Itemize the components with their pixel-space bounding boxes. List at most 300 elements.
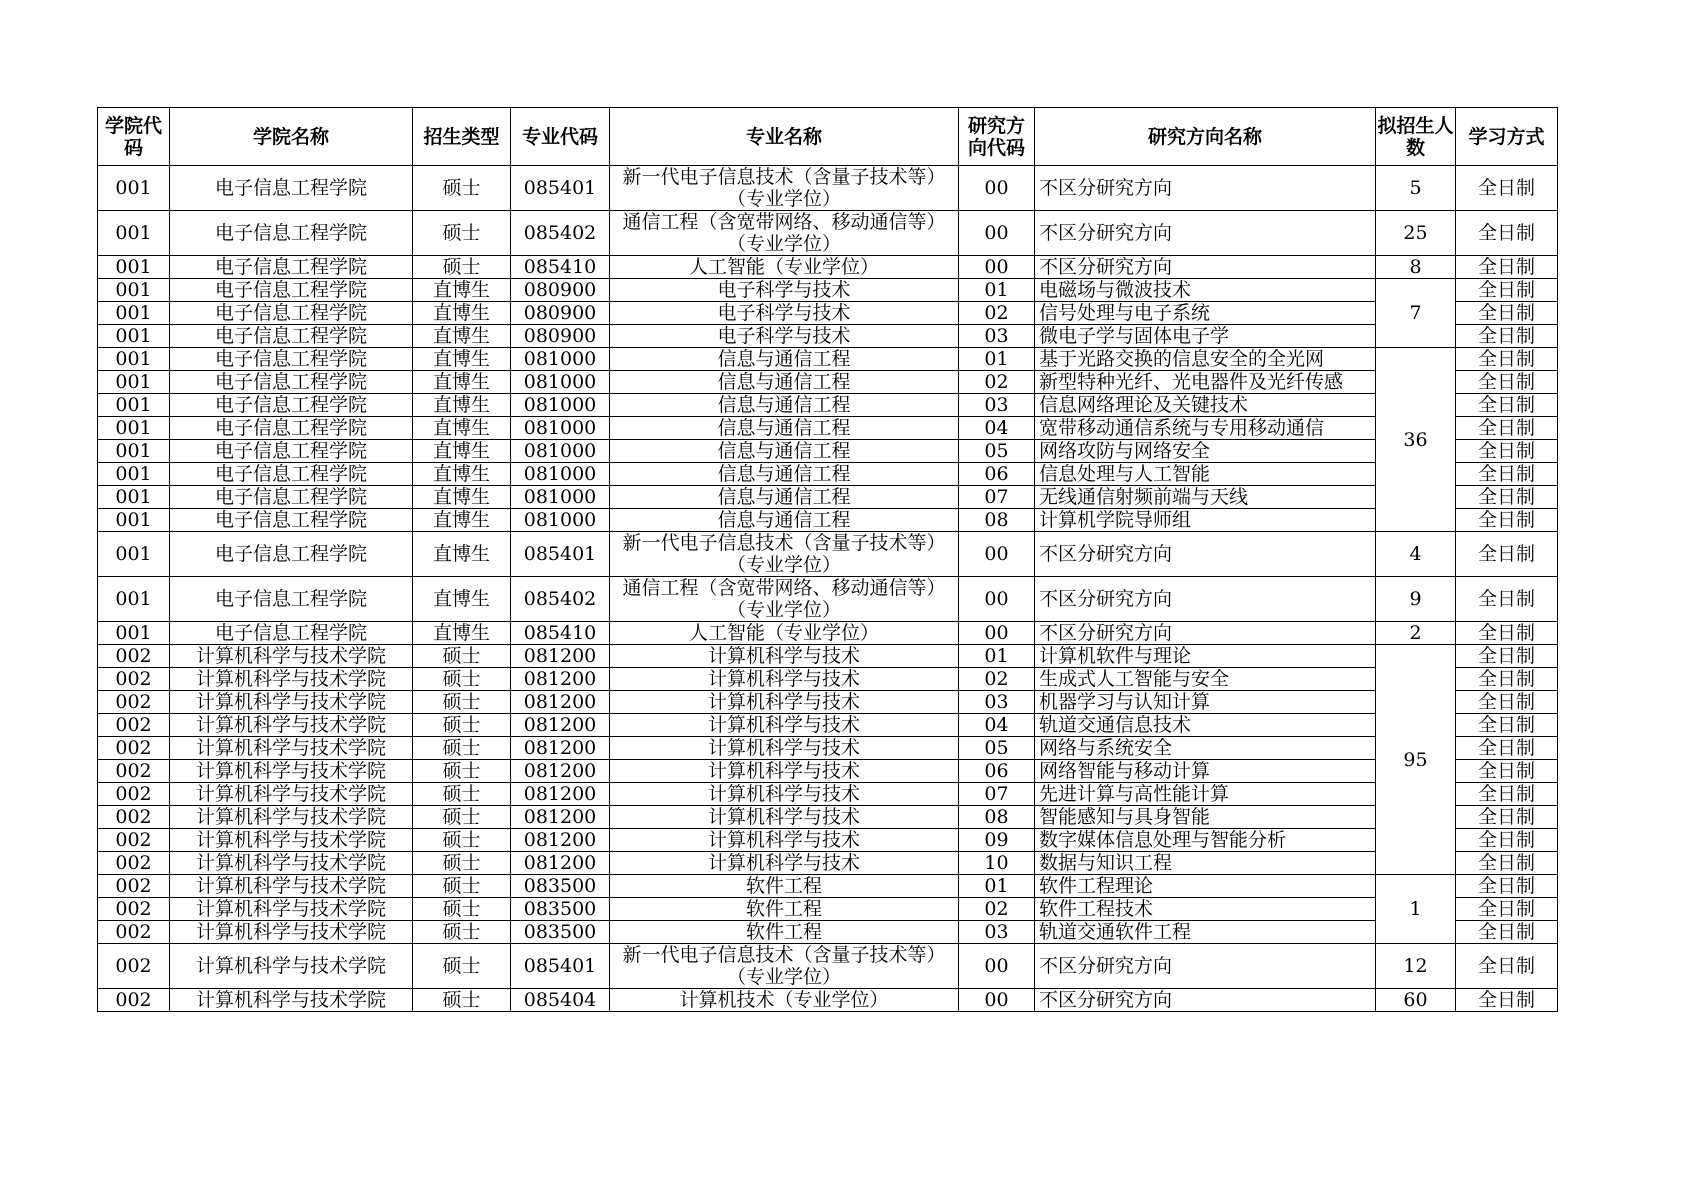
cell-study-mode: 全日制 (1456, 417, 1558, 440)
admissions-table (97, 107, 1558, 1012)
cell-planned-count: 5 (1376, 166, 1456, 211)
cell-major-code: 081000 (511, 394, 610, 417)
cell-direction-name: 网络攻防与网络安全 (1035, 440, 1376, 463)
cell-direction-code: 05 (959, 440, 1035, 463)
cell-direction-name: 轨道交通软件工程 (1035, 921, 1376, 944)
table-row (98, 691, 1558, 714)
cell-major-code: 081200 (511, 783, 610, 806)
cell-major-name: 新一代电子信息技术（含量子技术等）（专业学位） (610, 166, 959, 211)
cell-direction-name: 计算机学院导师组 (1035, 509, 1376, 532)
cell-college-code: 002 (98, 921, 170, 944)
cell-major-name: 软件工程 (610, 921, 959, 944)
cell-major-name: 计算机科学与技术 (610, 760, 959, 783)
cell-direction-name: 不区分研究方向 (1035, 989, 1376, 1012)
cell-college-code: 002 (98, 645, 170, 668)
cell-study-mode: 全日制 (1456, 279, 1558, 302)
cell-direction-code: 02 (959, 898, 1035, 921)
cell-college-name: 计算机科学与技术学院 (170, 783, 413, 806)
cell-major-name: 信息与通信工程 (610, 509, 959, 532)
header-study-mode: 学习方式 (1456, 108, 1558, 166)
cell-college-name: 计算机科学与技术学院 (170, 829, 413, 852)
cell-planned-count: 36 (1376, 348, 1456, 532)
header-major-name: 专业名称 (610, 108, 959, 166)
cell-major-code: 081200 (511, 737, 610, 760)
cell-planned-count: 25 (1376, 211, 1456, 256)
cell-enroll-type: 直博生 (413, 302, 511, 325)
cell-direction-code: 00 (959, 166, 1035, 211)
cell-major-name: 计算机科学与技术 (610, 668, 959, 691)
table-row (98, 394, 1558, 417)
cell-study-mode: 全日制 (1456, 463, 1558, 486)
cell-major-code: 081200 (511, 691, 610, 714)
cell-study-mode: 全日制 (1456, 760, 1558, 783)
cell-direction-name: 软件工程技术 (1035, 898, 1376, 921)
cell-direction-name: 网络与系统安全 (1035, 737, 1376, 760)
cell-enroll-type: 硕士 (413, 760, 511, 783)
cell-enroll-type: 直博生 (413, 509, 511, 532)
cell-direction-name: 电磁场与微波技术 (1035, 279, 1376, 302)
cell-major-code: 083500 (511, 898, 610, 921)
cell-direction-code: 09 (959, 829, 1035, 852)
cell-major-name: 计算机科学与技术 (610, 806, 959, 829)
table-row (98, 668, 1558, 691)
header-direction-code: 研究方向代码 (959, 108, 1035, 166)
cell-major-code: 085404 (511, 989, 610, 1012)
cell-direction-code: 03 (959, 325, 1035, 348)
table-row (98, 532, 1558, 577)
table-row (98, 829, 1558, 852)
cell-direction-code: 04 (959, 714, 1035, 737)
table-row (98, 166, 1558, 211)
cell-college-name: 计算机科学与技术学院 (170, 806, 413, 829)
cell-enroll-type: 直博生 (413, 348, 511, 371)
cell-college-code: 002 (98, 760, 170, 783)
cell-college-name: 电子信息工程学院 (170, 279, 413, 302)
cell-college-name: 计算机科学与技术学院 (170, 921, 413, 944)
cell-enroll-type: 硕士 (413, 875, 511, 898)
cell-study-mode: 全日制 (1456, 302, 1558, 325)
cell-study-mode: 全日制 (1456, 852, 1558, 875)
cell-major-name: 信息与通信工程 (610, 486, 959, 509)
header-direction-name: 研究方向名称 (1035, 108, 1376, 166)
cell-study-mode: 全日制 (1456, 714, 1558, 737)
cell-college-code: 001 (98, 394, 170, 417)
cell-enroll-type: 硕士 (413, 829, 511, 852)
cell-college-name: 计算机科学与技术学院 (170, 668, 413, 691)
cell-direction-code: 03 (959, 691, 1035, 714)
cell-college-name: 计算机科学与技术学院 (170, 714, 413, 737)
cell-college-name: 电子信息工程学院 (170, 166, 413, 211)
cell-study-mode: 全日制 (1456, 989, 1558, 1012)
cell-study-mode: 全日制 (1456, 645, 1558, 668)
cell-college-code: 001 (98, 211, 170, 256)
cell-major-code: 081200 (511, 806, 610, 829)
cell-major-code: 081200 (511, 668, 610, 691)
cell-college-code: 001 (98, 577, 170, 622)
table-row (98, 486, 1558, 509)
cell-college-code: 002 (98, 829, 170, 852)
cell-major-code: 081000 (511, 348, 610, 371)
cell-college-name: 电子信息工程学院 (170, 622, 413, 645)
cell-major-name: 通信工程（含宽带网络、移动通信等）（专业学位） (610, 577, 959, 622)
cell-enroll-type: 直博生 (413, 325, 511, 348)
cell-direction-code: 00 (959, 211, 1035, 256)
cell-major-code: 085401 (511, 532, 610, 577)
cell-major-code: 085402 (511, 211, 610, 256)
cell-direction-code: 00 (959, 944, 1035, 989)
cell-major-name: 计算机科学与技术 (610, 737, 959, 760)
cell-planned-count: 2 (1376, 622, 1456, 645)
cell-planned-count: 60 (1376, 989, 1456, 1012)
cell-major-code: 081000 (511, 463, 610, 486)
cell-major-name: 计算机科学与技术 (610, 645, 959, 668)
cell-major-name: 信息与通信工程 (610, 371, 959, 394)
cell-college-code: 001 (98, 325, 170, 348)
table-row (98, 325, 1558, 348)
cell-enroll-type: 直博生 (413, 532, 511, 577)
cell-college-name: 计算机科学与技术学院 (170, 691, 413, 714)
cell-major-name: 计算机科学与技术 (610, 852, 959, 875)
cell-enroll-type: 硕士 (413, 166, 511, 211)
cell-direction-code: 03 (959, 921, 1035, 944)
table-row (98, 921, 1558, 944)
cell-enroll-type: 直博生 (413, 440, 511, 463)
cell-college-code: 001 (98, 256, 170, 279)
cell-study-mode: 全日制 (1456, 166, 1558, 211)
cell-college-name: 电子信息工程学院 (170, 394, 413, 417)
cell-college-code: 001 (98, 622, 170, 645)
cell-major-name: 人工智能（专业学位） (610, 622, 959, 645)
cell-study-mode: 全日制 (1456, 256, 1558, 279)
cell-major-code: 081000 (511, 371, 610, 394)
table-row (98, 875, 1558, 898)
cell-direction-name: 宽带移动通信系统与专用移动通信 (1035, 417, 1376, 440)
cell-enroll-type: 硕士 (413, 806, 511, 829)
cell-direction-code: 00 (959, 532, 1035, 577)
cell-college-code: 002 (98, 691, 170, 714)
cell-study-mode: 全日制 (1456, 509, 1558, 532)
cell-planned-count: 7 (1376, 279, 1456, 348)
header-enroll-type: 招生类型 (413, 108, 511, 166)
cell-major-name: 信息与通信工程 (610, 417, 959, 440)
cell-major-name: 计算机科学与技术 (610, 783, 959, 806)
cell-enroll-type: 硕士 (413, 714, 511, 737)
table-row (98, 989, 1558, 1012)
cell-college-name: 计算机科学与技术学院 (170, 737, 413, 760)
cell-study-mode: 全日制 (1456, 486, 1558, 509)
cell-direction-name: 数字媒体信息处理与智能分析 (1035, 829, 1376, 852)
cell-direction-name: 网络智能与移动计算 (1035, 760, 1376, 783)
cell-planned-count: 12 (1376, 944, 1456, 989)
cell-study-mode: 全日制 (1456, 944, 1558, 989)
cell-direction-name: 计算机软件与理论 (1035, 645, 1376, 668)
cell-direction-code: 03 (959, 394, 1035, 417)
table-row (98, 898, 1558, 921)
cell-enroll-type: 硕士 (413, 211, 511, 256)
cell-major-code: 081200 (511, 852, 610, 875)
cell-study-mode: 全日制 (1456, 783, 1558, 806)
cell-college-code: 002 (98, 875, 170, 898)
cell-college-name: 电子信息工程学院 (170, 486, 413, 509)
table-body (98, 166, 1558, 1012)
cell-planned-count: 1 (1376, 875, 1456, 944)
cell-direction-code: 02 (959, 371, 1035, 394)
cell-college-code: 001 (98, 440, 170, 463)
cell-major-code: 081200 (511, 645, 610, 668)
cell-direction-name: 微电子学与固体电子学 (1035, 325, 1376, 348)
table-row (98, 371, 1558, 394)
cell-college-name: 计算机科学与技术学院 (170, 875, 413, 898)
cell-direction-code: 00 (959, 256, 1035, 279)
cell-direction-name: 不区分研究方向 (1035, 532, 1376, 577)
cell-direction-name: 无线通信射频前端与天线 (1035, 486, 1376, 509)
table-row (98, 806, 1558, 829)
cell-study-mode: 全日制 (1456, 622, 1558, 645)
cell-college-name: 电子信息工程学院 (170, 532, 413, 577)
cell-major-name: 新一代电子信息技术（含量子技术等）（专业学位） (610, 532, 959, 577)
cell-study-mode: 全日制 (1456, 532, 1558, 577)
cell-major-code: 080900 (511, 302, 610, 325)
cell-enroll-type: 硕士 (413, 645, 511, 668)
cell-study-mode: 全日制 (1456, 371, 1558, 394)
cell-college-name: 电子信息工程学院 (170, 325, 413, 348)
cell-study-mode: 全日制 (1456, 875, 1558, 898)
cell-major-code: 085410 (511, 256, 610, 279)
cell-college-code: 002 (98, 737, 170, 760)
cell-college-name: 电子信息工程学院 (170, 440, 413, 463)
cell-major-code: 081000 (511, 509, 610, 532)
table-row (98, 211, 1558, 256)
cell-college-code: 002 (98, 852, 170, 875)
cell-study-mode: 全日制 (1456, 440, 1558, 463)
cell-enroll-type: 硕士 (413, 783, 511, 806)
cell-direction-name: 先进计算与高性能计算 (1035, 783, 1376, 806)
cell-direction-code: 04 (959, 417, 1035, 440)
cell-college-name: 电子信息工程学院 (170, 371, 413, 394)
cell-enroll-type: 硕士 (413, 691, 511, 714)
table-row (98, 760, 1558, 783)
cell-major-code: 081200 (511, 760, 610, 783)
cell-college-code: 001 (98, 486, 170, 509)
cell-college-code: 001 (98, 348, 170, 371)
cell-enroll-type: 直博生 (413, 577, 511, 622)
cell-major-name: 计算机技术（专业学位） (610, 989, 959, 1012)
table-row (98, 783, 1558, 806)
cell-major-name: 电子科学与技术 (610, 302, 959, 325)
cell-enroll-type: 硕士 (413, 852, 511, 875)
cell-direction-name: 轨道交通信息技术 (1035, 714, 1376, 737)
cell-study-mode: 全日制 (1456, 921, 1558, 944)
cell-study-mode: 全日制 (1456, 898, 1558, 921)
table-row (98, 440, 1558, 463)
cell-study-mode: 全日制 (1456, 691, 1558, 714)
cell-direction-code: 01 (959, 348, 1035, 371)
cell-major-code: 083500 (511, 921, 610, 944)
cell-major-name: 计算机科学与技术 (610, 691, 959, 714)
cell-planned-count: 8 (1376, 256, 1456, 279)
table-row (98, 417, 1558, 440)
table-row (98, 577, 1558, 622)
cell-major-name: 人工智能（专业学位） (610, 256, 959, 279)
cell-major-code: 080900 (511, 325, 610, 348)
cell-enroll-type: 直博生 (413, 279, 511, 302)
cell-direction-name: 机器学习与认知计算 (1035, 691, 1376, 714)
table-row (98, 645, 1558, 668)
cell-direction-name: 信息网络理论及关键技术 (1035, 394, 1376, 417)
cell-major-name: 新一代电子信息技术（含量子技术等）（专业学位） (610, 944, 959, 989)
table-row (98, 256, 1558, 279)
cell-enroll-type: 直博生 (413, 463, 511, 486)
cell-major-name: 软件工程 (610, 898, 959, 921)
cell-direction-name: 不区分研究方向 (1035, 256, 1376, 279)
cell-major-code: 081200 (511, 829, 610, 852)
cell-direction-name: 不区分研究方向 (1035, 577, 1376, 622)
cell-college-name: 计算机科学与技术学院 (170, 944, 413, 989)
cell-direction-code: 08 (959, 509, 1035, 532)
cell-college-name: 电子信息工程学院 (170, 417, 413, 440)
cell-study-mode: 全日制 (1456, 668, 1558, 691)
cell-study-mode: 全日制 (1456, 348, 1558, 371)
cell-enroll-type: 直博生 (413, 622, 511, 645)
cell-college-name: 电子信息工程学院 (170, 463, 413, 486)
cell-enroll-type: 直博生 (413, 394, 511, 417)
cell-direction-code: 00 (959, 989, 1035, 1012)
cell-college-code: 001 (98, 166, 170, 211)
cell-direction-code: 08 (959, 806, 1035, 829)
cell-college-name: 计算机科学与技术学院 (170, 898, 413, 921)
cell-study-mode: 全日制 (1456, 577, 1558, 622)
cell-major-code: 085401 (511, 944, 610, 989)
cell-enroll-type: 硕士 (413, 256, 511, 279)
cell-enroll-type: 硕士 (413, 898, 511, 921)
cell-direction-code: 06 (959, 463, 1035, 486)
cell-college-name: 电子信息工程学院 (170, 302, 413, 325)
cell-direction-name: 基于光路交换的信息安全的全光网 (1035, 348, 1376, 371)
cell-major-name: 软件工程 (610, 875, 959, 898)
cell-college-name: 电子信息工程学院 (170, 256, 413, 279)
cell-direction-code: 01 (959, 875, 1035, 898)
cell-college-name: 计算机科学与技术学院 (170, 852, 413, 875)
cell-direction-code: 00 (959, 622, 1035, 645)
cell-major-code: 080900 (511, 279, 610, 302)
cell-college-name: 电子信息工程学院 (170, 348, 413, 371)
cell-study-mode: 全日制 (1456, 394, 1558, 417)
cell-direction-name: 智能感知与具身智能 (1035, 806, 1376, 829)
cell-college-code: 002 (98, 898, 170, 921)
table-row (98, 944, 1558, 989)
header-row (98, 108, 1558, 166)
cell-direction-code: 02 (959, 668, 1035, 691)
cell-college-code: 001 (98, 417, 170, 440)
cell-college-code: 002 (98, 806, 170, 829)
cell-major-code: 081200 (511, 714, 610, 737)
table-row (98, 852, 1558, 875)
cell-college-name: 电子信息工程学院 (170, 211, 413, 256)
cell-major-code: 085402 (511, 577, 610, 622)
cell-major-name: 通信工程（含宽带网络、移动通信等）（专业学位） (610, 211, 959, 256)
table-row (98, 302, 1558, 325)
cell-college-name: 计算机科学与技术学院 (170, 645, 413, 668)
cell-college-name: 电子信息工程学院 (170, 509, 413, 532)
cell-direction-code: 01 (959, 279, 1035, 302)
cell-direction-name: 信息处理与人工智能 (1035, 463, 1376, 486)
table-row (98, 737, 1558, 760)
cell-study-mode: 全日制 (1456, 829, 1558, 852)
cell-enroll-type: 直博生 (413, 371, 511, 394)
cell-enroll-type: 硕士 (413, 668, 511, 691)
cell-direction-code: 07 (959, 783, 1035, 806)
cell-study-mode: 全日制 (1456, 211, 1558, 256)
cell-college-name: 计算机科学与技术学院 (170, 760, 413, 783)
header-major-code: 专业代码 (511, 108, 610, 166)
table-row (98, 279, 1558, 302)
header-planned-count: 拟招生人数 (1376, 108, 1456, 166)
cell-study-mode: 全日制 (1456, 806, 1558, 829)
cell-major-name: 计算机科学与技术 (610, 829, 959, 852)
cell-direction-code: 00 (959, 577, 1035, 622)
cell-planned-count: 9 (1376, 577, 1456, 622)
cell-college-code: 001 (98, 463, 170, 486)
cell-study-mode: 全日制 (1456, 325, 1558, 348)
cell-direction-name: 信号处理与电子系统 (1035, 302, 1376, 325)
cell-enroll-type: 硕士 (413, 921, 511, 944)
cell-college-code: 001 (98, 509, 170, 532)
cell-major-code: 081000 (511, 440, 610, 463)
cell-college-code: 001 (98, 279, 170, 302)
cell-planned-count: 4 (1376, 532, 1456, 577)
cell-college-code: 002 (98, 783, 170, 806)
table-row (98, 463, 1558, 486)
cell-major-name: 计算机科学与技术 (610, 714, 959, 737)
cell-college-name: 计算机科学与技术学院 (170, 989, 413, 1012)
cell-major-code: 085401 (511, 166, 610, 211)
cell-major-name: 信息与通信工程 (610, 440, 959, 463)
cell-college-code: 001 (98, 532, 170, 577)
table-row (98, 622, 1558, 645)
cell-direction-code: 10 (959, 852, 1035, 875)
cell-college-code: 002 (98, 989, 170, 1012)
table-row (98, 714, 1558, 737)
cell-major-code: 083500 (511, 875, 610, 898)
cell-enroll-type: 硕士 (413, 989, 511, 1012)
cell-college-code: 001 (98, 371, 170, 394)
header-college-name: 学院名称 (170, 108, 413, 166)
cell-direction-code: 05 (959, 737, 1035, 760)
cell-direction-code: 06 (959, 760, 1035, 783)
cell-enroll-type: 硕士 (413, 944, 511, 989)
cell-direction-name: 不区分研究方向 (1035, 622, 1376, 645)
cell-direction-name: 软件工程理论 (1035, 875, 1376, 898)
cell-direction-name: 不区分研究方向 (1035, 211, 1376, 256)
cell-enroll-type: 直博生 (413, 486, 511, 509)
cell-direction-code: 02 (959, 302, 1035, 325)
cell-major-name: 信息与通信工程 (610, 463, 959, 486)
cell-major-name: 电子科学与技术 (610, 325, 959, 348)
cell-major-code: 081000 (511, 486, 610, 509)
cell-direction-code: 07 (959, 486, 1035, 509)
cell-direction-name: 生成式人工智能与安全 (1035, 668, 1376, 691)
cell-study-mode: 全日制 (1456, 737, 1558, 760)
cell-direction-name: 不区分研究方向 (1035, 166, 1376, 211)
cell-direction-name: 新型特种光纤、光电器件及光纤传感 (1035, 371, 1376, 394)
cell-major-code: 081000 (511, 417, 610, 440)
cell-major-name: 信息与通信工程 (610, 348, 959, 371)
cell-major-name: 信息与通信工程 (610, 394, 959, 417)
cell-college-name: 电子信息工程学院 (170, 577, 413, 622)
cell-enroll-type: 硕士 (413, 737, 511, 760)
cell-direction-name: 数据与知识工程 (1035, 852, 1376, 875)
cell-college-code: 002 (98, 714, 170, 737)
